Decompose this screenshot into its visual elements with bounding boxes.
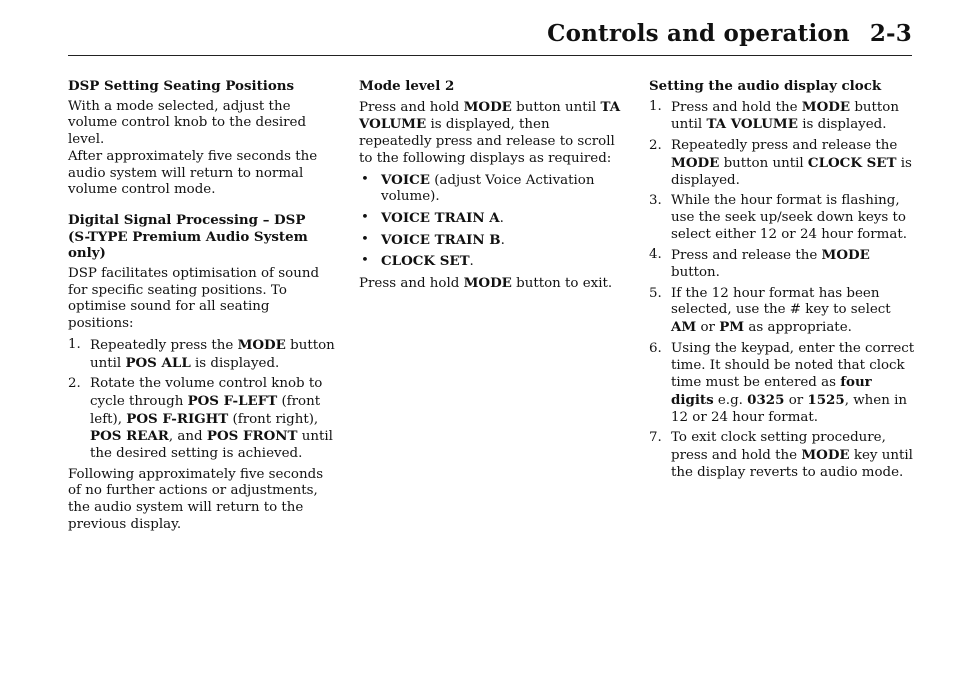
text: (front right), xyxy=(228,411,319,427)
text: e.g. xyxy=(713,392,748,408)
text: button until xyxy=(719,155,808,171)
text: Repeatedly press the xyxy=(90,337,238,353)
bold-term: MODE xyxy=(801,447,850,464)
text: Press and hold xyxy=(359,99,464,115)
heading-dsp xyxy=(68,212,336,262)
list-item xyxy=(68,337,336,372)
step-number: 2. xyxy=(649,138,662,154)
text: is displayed. xyxy=(190,355,280,371)
bold-term: POS FRONT xyxy=(206,428,298,445)
text: . xyxy=(500,232,505,248)
bold-term: CLOCK SET xyxy=(807,154,897,171)
list-item xyxy=(649,286,915,337)
bold-term: MODE xyxy=(237,336,286,353)
text: . xyxy=(499,210,504,226)
paragraph xyxy=(359,99,621,168)
list-item xyxy=(359,172,621,206)
bold-term: TA VOLUME xyxy=(706,116,798,133)
paragraph: After approximately five seconds the audio system will return to normal volume control mode. xyxy=(68,148,318,198)
page-title xyxy=(547,20,912,47)
text: While the hour format is flashing, use the seek up/seek down keys to select either 12 or 24 hour format. xyxy=(671,193,907,242)
paragraph: Following approximately five seconds of no further actions or adjustments, the audio system will return to the previous display. xyxy=(68,466,324,532)
bold-term: TA VOLUME xyxy=(359,98,621,133)
text: button. xyxy=(671,265,720,281)
bullet-mark: • xyxy=(361,171,369,187)
bold-term: VOICE TRAIN B xyxy=(381,231,501,248)
text: Press and hold xyxy=(359,276,464,292)
paragraph: With a mode selected, adjust the volume control knob to the desired level. xyxy=(68,98,307,148)
bold-term: MODE xyxy=(463,275,512,292)
text: If the 12 hour format has been selected, use the # key to select xyxy=(671,285,891,318)
bold-term: VOICE TRAIN A xyxy=(381,209,500,226)
bold-term: four digits xyxy=(671,374,872,408)
text: button until xyxy=(511,99,601,115)
text: , and xyxy=(168,429,207,445)
text: or xyxy=(784,392,808,408)
bullet-mark: • xyxy=(361,231,369,247)
bold-term: POS ALL xyxy=(125,354,191,371)
paragraph xyxy=(359,275,621,293)
bold-term: CLOCK SET xyxy=(381,253,470,270)
bold-term: 1525 xyxy=(807,391,845,408)
text: or xyxy=(696,320,720,336)
text: Rotate the volume control knob to cycle through xyxy=(90,376,323,409)
text: is displayed. xyxy=(671,155,912,188)
list-item xyxy=(359,210,621,228)
step-number: 2. xyxy=(68,376,81,392)
bullet-mark: • xyxy=(361,253,369,269)
bold-term: MODE xyxy=(463,98,512,115)
bold-term: 0325 xyxy=(747,391,785,408)
step-number: 1. xyxy=(68,336,81,352)
step-list xyxy=(649,99,915,482)
list-item xyxy=(649,341,915,427)
heading-dsp-seating: DSP Setting Seating Positions xyxy=(68,78,295,94)
list-item xyxy=(649,247,915,281)
list-item xyxy=(359,253,621,271)
bold-term: MODE xyxy=(801,98,851,115)
heading-mode-level-2: Mode level 2 xyxy=(359,78,455,94)
bold-term: VOICE xyxy=(381,171,430,188)
text: key until the display reverts to audio mode. xyxy=(671,448,913,480)
text: , when in 12 or 24 hour format. xyxy=(671,392,908,425)
bold-term: PM xyxy=(719,319,745,336)
heading-line: (S-TYPE Premium Audio System only) xyxy=(68,228,308,262)
bold-term: MODE xyxy=(671,154,720,171)
text: Press and hold the xyxy=(671,99,802,115)
list-item xyxy=(68,376,336,463)
list-item xyxy=(649,193,915,243)
bullet-mark: • xyxy=(361,209,369,225)
step-number: 1. xyxy=(649,98,662,114)
text: button to exit. xyxy=(511,276,613,292)
bullet-list xyxy=(359,172,621,272)
text: Press and release the xyxy=(671,248,822,264)
text: (adjust Voice Activation volume). xyxy=(381,172,595,205)
step-list xyxy=(68,337,336,463)
text: To exit clock setting procedure, press and hold the xyxy=(671,430,886,464)
step-number: 5. xyxy=(649,285,662,301)
column-middle xyxy=(359,78,621,297)
list-item xyxy=(649,99,915,134)
text: (front left), xyxy=(90,393,321,427)
text: as appropriate. xyxy=(744,320,852,336)
text: . xyxy=(469,254,474,270)
step-number: 7. xyxy=(649,430,662,446)
text: is displayed, then repeatedly press and release to scroll to the following displays as required: xyxy=(359,117,615,166)
paragraph: DSP facilitates optimisation of sound for specific seating positions. To optimise sound for all seating positions: xyxy=(68,266,320,332)
list-item xyxy=(359,232,621,250)
text: is displayed. xyxy=(797,117,887,133)
text: Repeatedly press and release the xyxy=(671,138,898,154)
text: button until xyxy=(671,99,899,133)
list-item xyxy=(649,430,915,481)
heading-line: Digital Signal Processing – DSP xyxy=(68,211,306,228)
page-number: 2-3 xyxy=(869,20,912,47)
column-left xyxy=(68,78,336,538)
text: button until xyxy=(90,337,335,371)
step-number: 3. xyxy=(649,193,662,209)
text: until the desired setting is achieved. xyxy=(90,429,333,462)
step-number: 4. xyxy=(649,247,662,263)
column-right xyxy=(649,78,915,485)
bold-term: AM xyxy=(671,319,697,336)
step-number: 6. xyxy=(649,340,662,356)
header-title-text: Controls and operation xyxy=(547,20,850,47)
text: Using the keypad, enter the correct time. It should be noted that clock time must be entered as xyxy=(671,340,915,391)
page-header xyxy=(68,18,912,56)
heading-audio-clock: Setting the audio display clock xyxy=(649,78,882,94)
bold-term: POS F-RIGHT xyxy=(126,410,229,427)
list-item xyxy=(649,138,915,189)
bold-term: MODE xyxy=(821,247,870,264)
bold-term: POS F-LEFT xyxy=(187,392,278,409)
bold-term: POS REAR xyxy=(90,428,169,445)
